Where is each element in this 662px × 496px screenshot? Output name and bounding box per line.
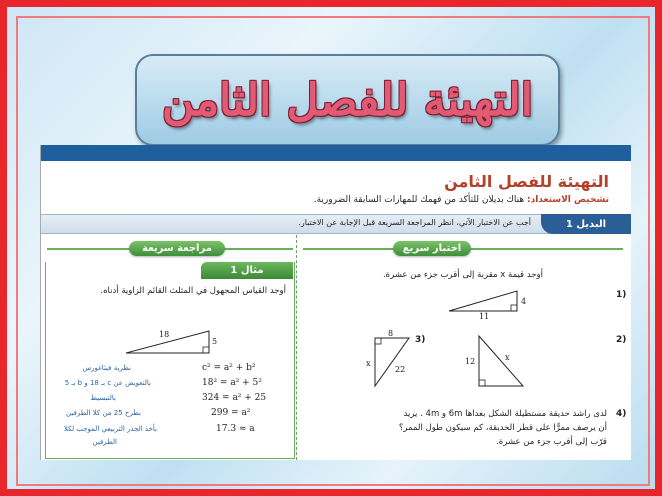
slide-title-box[interactable] [135, 54, 560, 146]
step-eq-3: 324 = a² + 25 [202, 393, 267, 403]
q4-line-1: لدى راشد حديقة مستطيلة الشكل بعداها 6m و 4m . يريد [403, 409, 607, 419]
example-triangle-diagram [121, 323, 221, 359]
readiness-text: هناك بديلان للتأكد من فهمك للمهارات السابقة الضرورية. [313, 195, 525, 205]
step-note-5-cont: الطرفين [92, 438, 117, 446]
q1-label-11: 11 [479, 312, 490, 321]
question-1-diagram [441, 285, 531, 321]
step-note-4: بطرح 25 من كلا الطرفين [66, 409, 141, 417]
section-title: التهيئة للفصل الثامن [444, 172, 609, 191]
question-4-num: 4) [616, 409, 627, 419]
step-eq-4: 299 = a² [211, 408, 251, 418]
step-eq-5: 17.3 ≈ a [216, 424, 255, 434]
q2-label-12: 12 [465, 357, 476, 366]
q4-line-3: قرّب إلى أقرب جزء من عشرة. [496, 437, 607, 447]
question-1-num: 1) [616, 290, 627, 300]
textbook-page-image [40, 145, 631, 460]
step-note-1: نظرية فيثاغورس [82, 364, 131, 372]
q3-label-8: 8 [388, 329, 394, 338]
question-3-num: 3) [415, 335, 426, 345]
example-leg-label: 5 [212, 337, 218, 346]
step-note-3: بالتبسيط [90, 394, 116, 402]
question-2-num: 2) [616, 335, 627, 345]
q3-label-x: x [366, 359, 371, 368]
readiness-subtitle [314, 195, 609, 205]
readiness-label: تشخيص الاستعداد: [526, 195, 609, 205]
alternative-text: أجب عن الاختبار الآتي، انظر المراجعة السريعة قبل الإجابة عن الاختبار. [298, 218, 531, 227]
column-divider [296, 235, 297, 460]
page-top-bar [41, 145, 631, 161]
q2-label-x: x [505, 353, 510, 362]
slide-title: التهيئة للفصل الثامن [161, 74, 534, 126]
alternative-badge: البديل 1 [541, 214, 631, 234]
question-2-diagram [461, 330, 531, 392]
quick-test-label: اختبار سريع [393, 241, 471, 256]
q1-label-4: 4 [521, 297, 527, 306]
step-note-2: بالتعويض عن c بـ 18 و b بـ 5 [64, 379, 151, 387]
step-note-5: بأخذ الجذر التربيعي الموجب لكلا [63, 425, 157, 433]
example-prompt: أوجد القياس المجهول في المثلث القائم الزاوية أدناه. [100, 286, 286, 296]
step-eq-1: c² = a² + b² [202, 363, 256, 373]
example-hyp-label: 18 [159, 330, 170, 339]
step-eq-2: 18² = a² + 5² [202, 378, 262, 388]
q4-line-2: أن يرصف ممرًّا على قطر الحديقة، كم سيكون طول الممر؟ [398, 423, 607, 433]
quick-review-label: مراجعة سريعة [129, 241, 225, 256]
q3-label-22: 22 [395, 365, 406, 374]
example-badge: مثال 1 [201, 262, 293, 279]
question-3-diagram [363, 328, 426, 392]
test-prompt: أوجد قيمة x مقربة إلى أقرب جزء من عشرة. [382, 270, 543, 280]
